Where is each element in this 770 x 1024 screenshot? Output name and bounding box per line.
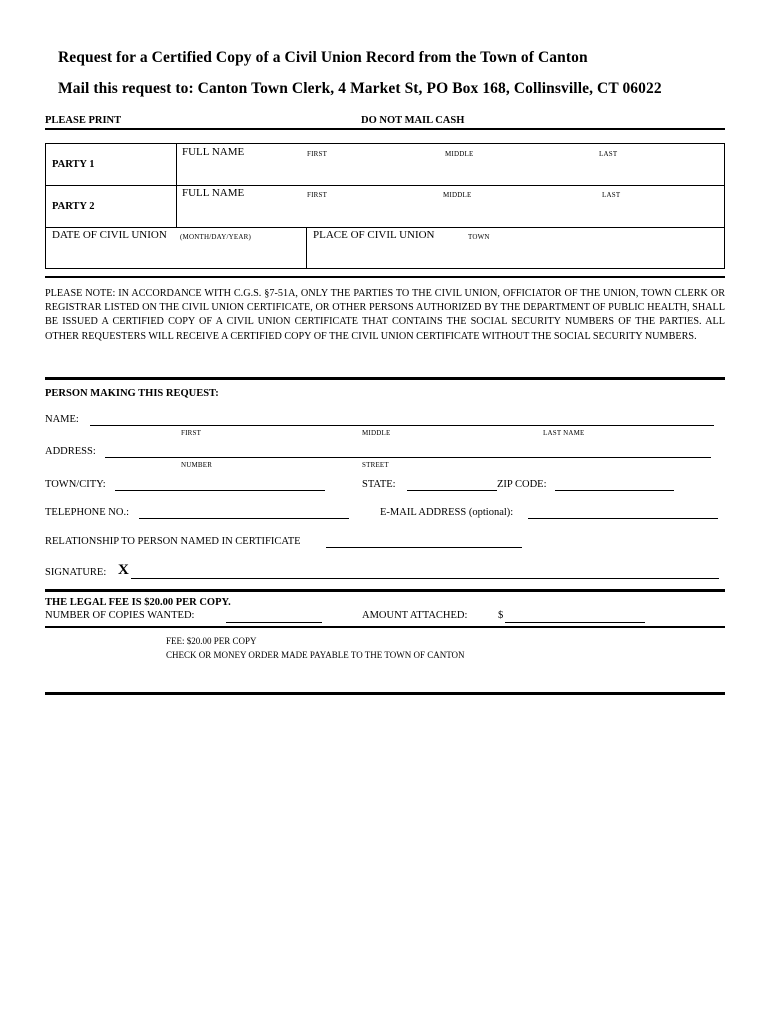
signature-x-mark: X — [118, 562, 129, 578]
address-field[interactable] — [105, 457, 711, 458]
signature-field[interactable] — [131, 578, 719, 579]
note-divider-top — [45, 276, 725, 278]
do-not-mail-cash-label: DO NOT MAIL CASH — [361, 115, 465, 126]
fee-divider-bottom — [45, 626, 725, 628]
amount-attached-field[interactable] — [505, 622, 645, 623]
name-last-hint: LAST NAME — [543, 429, 585, 437]
requester-heading: PERSON MAKING THIS REQUEST: — [45, 388, 219, 399]
party1-label: PARTY 1 — [52, 159, 95, 170]
party2-name-field[interactable] — [182, 201, 717, 223]
please-print-label: PLEASE PRINT — [45, 115, 122, 126]
legal-note: PLEASE NOTE: IN ACCORDANCE WITH C.G.S. §7-51A, ONLY THE PARTIES TO THE CIVIL UNION, OFFICIATOR OF THE UNION, TOWN CLERK OR REGISTRAR LISTED ON THE CIVIL UNION CERTIFICATE, OR OTHER PERSONS AUTHORIZED BY THE DEPARTMENT OF PUBLIC HEALTH, SHALL BE ISSUED A CERTIFIED COPY OF A CIVIL UNION CERTIFICATE THAT CONTAINS THE SOCIAL SECURITY NUMBERS OF THE PARTIES. ALL OTHER REQUESTERS WILL RECEIVE A CERTIFIED COPY OF THE CIVIL UNION CERTIFICATE WITHOUT THE SOCIAL SECURITY NUMBERS. — [45, 288, 725, 342]
party2-label: PARTY 2 — [52, 201, 95, 212]
party2-middle-label: MIDDLE — [443, 191, 472, 199]
email-field[interactable] — [528, 518, 718, 519]
relationship-field[interactable] — [326, 547, 522, 548]
town-city-label: TOWN/CITY: — [45, 479, 106, 490]
zip-code-field[interactable] — [555, 490, 674, 491]
zip-code-label: ZIP CODE: — [497, 479, 547, 490]
email-label: E-MAIL ADDRESS (optional): — [380, 507, 514, 518]
telephone-label: TELEPHONE NO.: — [45, 507, 129, 518]
date-of-civil-union-field[interactable] — [52, 244, 300, 264]
name-middle-hint: MIDDLE — [362, 429, 391, 437]
party1-last-label: LAST — [599, 150, 618, 158]
form-title: Request for a Certified Copy of a Civil Union Record from the Town of Canton — [58, 49, 588, 66]
telephone-field[interactable] — [139, 518, 349, 519]
legal-fee-text: THE LEGAL FEE IS $20.00 PER COPY. — [45, 597, 231, 608]
place-of-civil-union-label: PLACE OF CIVIL UNION — [313, 229, 435, 241]
town-label: TOWN — [468, 233, 490, 241]
parties-table — [45, 143, 725, 269]
party1-middle-label: MIDDLE — [445, 150, 474, 158]
state-field[interactable] — [407, 490, 497, 491]
state-label: STATE: — [362, 479, 396, 490]
date-format-hint: (MONTH/DAY/YEAR) — [180, 233, 251, 241]
signature-label: SIGNATURE: — [45, 567, 107, 578]
address-label: ADDRESS: — [45, 446, 96, 457]
place-of-civil-union-field[interactable] — [313, 244, 718, 264]
party2-last-label: LAST — [602, 191, 621, 199]
payable-to-text: CHECK OR MONEY ORDER MADE PAYABLE TO THE TOWN OF CANTON — [166, 650, 465, 660]
party1-full-name-label: FULL NAME — [182, 146, 245, 158]
amount-attached-label: AMOUNT ATTACHED: — [362, 610, 468, 621]
party2-full-name-label: FULL NAME — [182, 187, 245, 199]
town-city-field[interactable] — [115, 490, 325, 491]
fee-per-copy-text: FEE: $20.00 PER COPY — [166, 636, 257, 646]
name-first-hint: FIRST — [181, 429, 202, 437]
date-of-civil-union-label: DATE OF CIVIL UNION — [52, 229, 167, 241]
party1-name-field[interactable] — [182, 160, 717, 182]
address-street-hint: STREET — [362, 461, 389, 469]
name-label: NAME: — [45, 414, 79, 425]
dollar-sign: $ — [498, 610, 504, 621]
footer-divider — [45, 692, 725, 695]
relationship-label: RELATIONSHIP TO PERSON NAMED IN CERTIFICATE — [45, 536, 301, 547]
party2-first-label: FIRST — [307, 191, 328, 199]
party1-first-label: FIRST — [307, 150, 328, 158]
copies-wanted-field[interactable] — [226, 622, 322, 623]
fee-divider-top — [45, 589, 725, 592]
mailing-address: Mail this request to: Canton Town Clerk, 4 Market St, PO Box 168, Collinsville, CT 06022 — [58, 80, 662, 97]
address-number-hint: NUMBER — [181, 461, 213, 469]
copies-wanted-label: NUMBER OF COPIES WANTED: — [45, 610, 195, 621]
name-field[interactable] — [90, 425, 714, 426]
requester-divider — [45, 377, 725, 380]
header-divider — [45, 128, 725, 130]
